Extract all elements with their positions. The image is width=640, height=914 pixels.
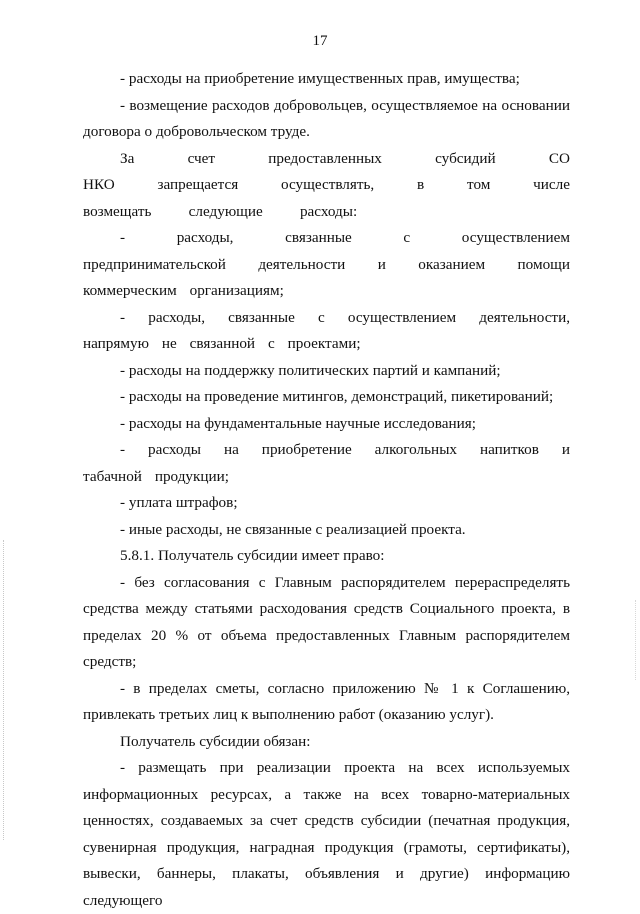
paragraph-research: - расходы на фундаментальные научные исследования; bbox=[120, 414, 476, 432]
scan-edge-mark bbox=[3, 540, 6, 840]
paragraph-third-parties: - в пределах сметы, согласно приложению № 1 к Соглашению, привлекать третьих лиц к выполнению работ (оказанию услуг). bbox=[83, 679, 570, 723]
page-number: 17 bbox=[312, 33, 328, 49]
paragraph-property-rights: - расходы на приобретение имущественных прав, имущества; bbox=[120, 70, 520, 87]
paragraph-obligations-intro: Получатель субсидии обязан: bbox=[120, 732, 311, 750]
paragraph-political: - расходы на поддержку политических партий и кампаний; bbox=[120, 361, 501, 379]
paragraph-redistribution: - без согласования с Главным распорядителем перераспределять средства между статьями расходования средств Социального проекта, в пределах 20 % от объема предоставленных Главным распорядителем средств; bbox=[83, 573, 570, 670]
paragraph-prohibited-intro: За счет предоставленных субсидий СО НКО запрещается осуществлять, в том числе возмещать следующие расходы: bbox=[83, 149, 570, 220]
scan-edge-mark-right bbox=[635, 600, 638, 680]
paragraph-alcohol-tobacco: - расходы на приобретение алкогольных напитков и табачной продукции; bbox=[83, 441, 570, 485]
paragraph-volunteer-costs: - возмещение расходов добровольцев, осуществляемое на основании договора о добровольческом труде. bbox=[83, 96, 570, 140]
paragraph-entrepreneurship: - расходы, связанные с осуществлением предпринимательской деятельности и оказанием помощи коммерческим организациям; bbox=[83, 229, 570, 299]
paragraph-fines: - уплата штрафов; bbox=[120, 494, 238, 511]
paragraph-information-placement: - размещать при реализации проекта на всех используемых информационных ресурсах, а также на всех товарно-материальных ценностях, создаваемых за счет средств субсидии (печатная продукция, сувенирная продукция, наградная продукция (грамоты, сертификаты), вывески, баннеры, плакаты, объявления и другие) информацию следующего bbox=[83, 759, 570, 909]
document-body bbox=[83, 66, 570, 914]
paragraph-unrelated-activity: - расходы, связанные с осуществлением деятельности, напрямую не связанной с проектами; bbox=[83, 308, 570, 352]
paragraph-other-costs: - иные расходы, не связанные с реализацией проекта. bbox=[120, 520, 466, 538]
section-5-8-1-heading: 5.8.1. Получатель субсидии имеет право: bbox=[120, 547, 385, 564]
paragraph-rallies: - расходы на проведение митингов, демонстраций, пикетирований; bbox=[120, 388, 554, 405]
